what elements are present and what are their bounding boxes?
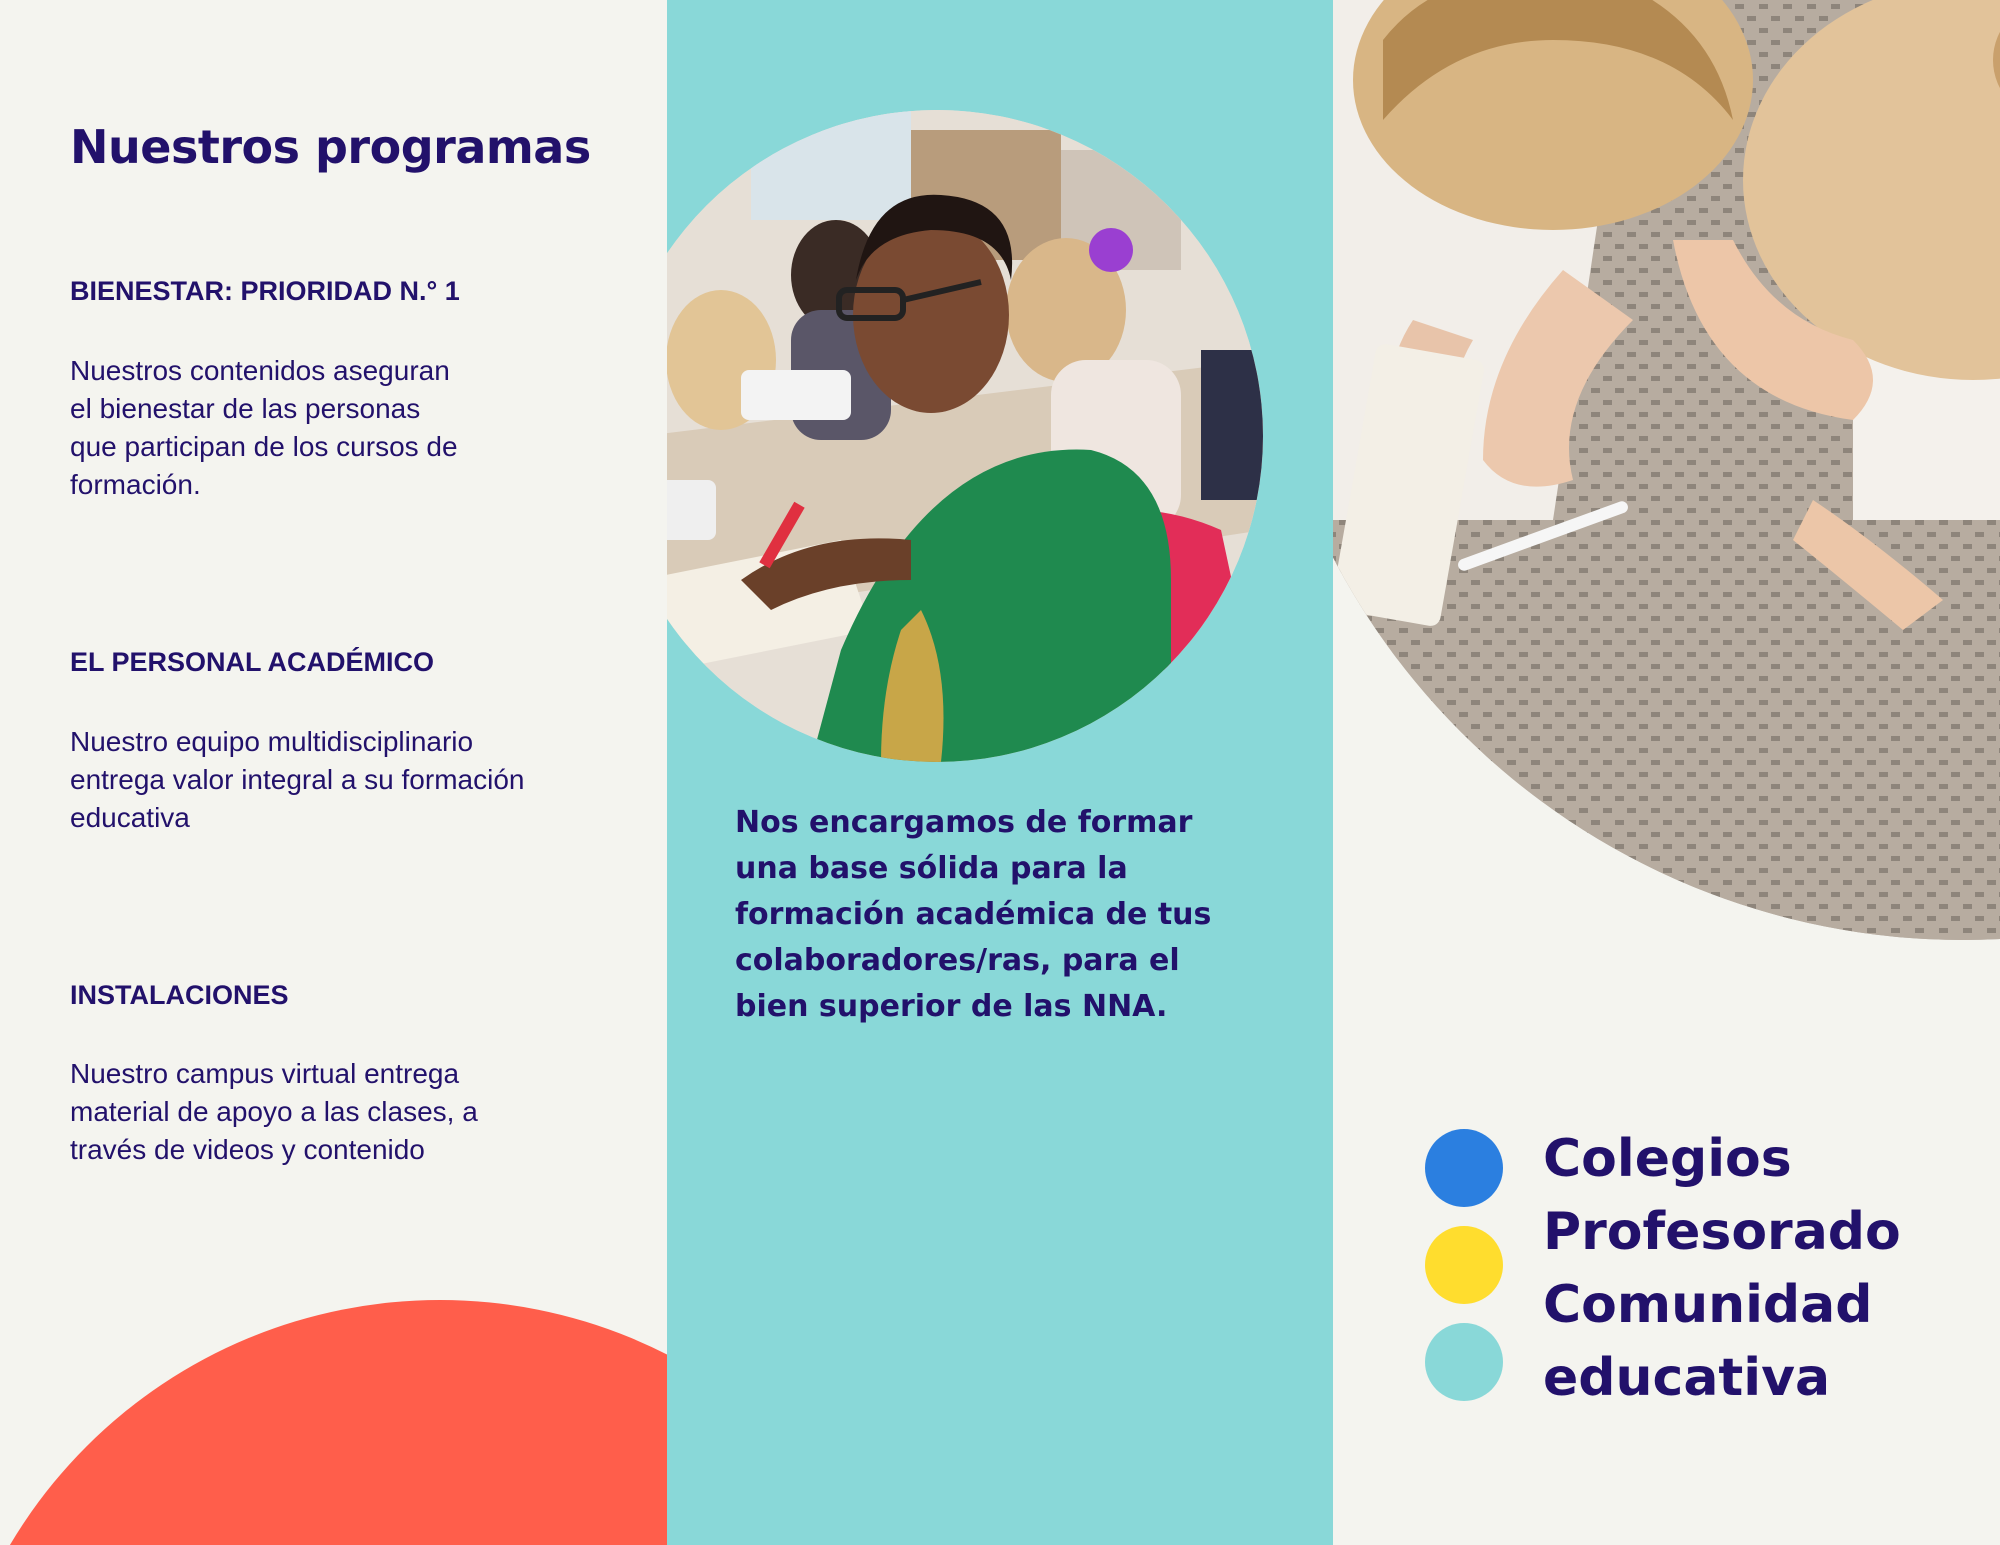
audience-profesorado: Profesorado [1543,1202,1901,1262]
audience-comunidad: Comunidad [1543,1275,1873,1335]
text-line: colaboradores/ras, para el [735,943,1180,978]
text-line: entrega valor integral a su formación [70,764,525,795]
yellow-dot [1425,1226,1503,1304]
text-line: bien superior de las NNA. [735,989,1168,1024]
audience-colegios: Colegios [1543,1129,1792,1189]
kids-reading-photo [1333,0,2000,940]
right-panel [1333,0,2000,1545]
teal-dot [1425,1323,1503,1401]
section-text-bienestar [70,352,590,504]
classroom-illustration [667,110,1263,762]
text-line: formación. [70,469,201,500]
section-text-personal [70,723,590,837]
audience-educativa: educativa [1543,1348,1831,1408]
text-line: una base sólida para la [735,851,1128,886]
text-line: Nuestro campus virtual entrega [70,1058,460,1089]
text-line: que participan de los cursos de [70,431,458,462]
text-line: material de apoyo a las clases, a [70,1096,478,1127]
text-line: educativa [70,802,190,833]
blue-dot [1425,1129,1503,1207]
text-line: través de videos y contenido [70,1134,425,1165]
coral-semicircle [0,1300,667,1545]
classroom-photo [667,110,1263,762]
left-panel [0,0,667,1545]
section-heading-instalaciones: INSTALACIONES [70,980,289,1010]
section-text-instalaciones [70,1055,590,1169]
section-heading-personal: EL PERSONAL ACADÉMICO [70,647,435,677]
text-line: Nuestros contenidos aseguran [70,355,450,386]
text-line: el bienestar de las personas [70,393,421,424]
text-line: Nos encargamos de formar [735,805,1193,840]
mission-statement [735,800,1255,1030]
text-line: Nuestro equipo multidisciplinario [70,726,474,757]
middle-panel [667,0,1333,1545]
page-title: Nuestros programas [70,120,591,174]
section-heading-bienestar: BIENESTAR: PRIORIDAD N.° 1 [70,276,460,306]
text-line: formación académica de tus [735,897,1212,932]
kids-illustration [1333,0,2000,940]
